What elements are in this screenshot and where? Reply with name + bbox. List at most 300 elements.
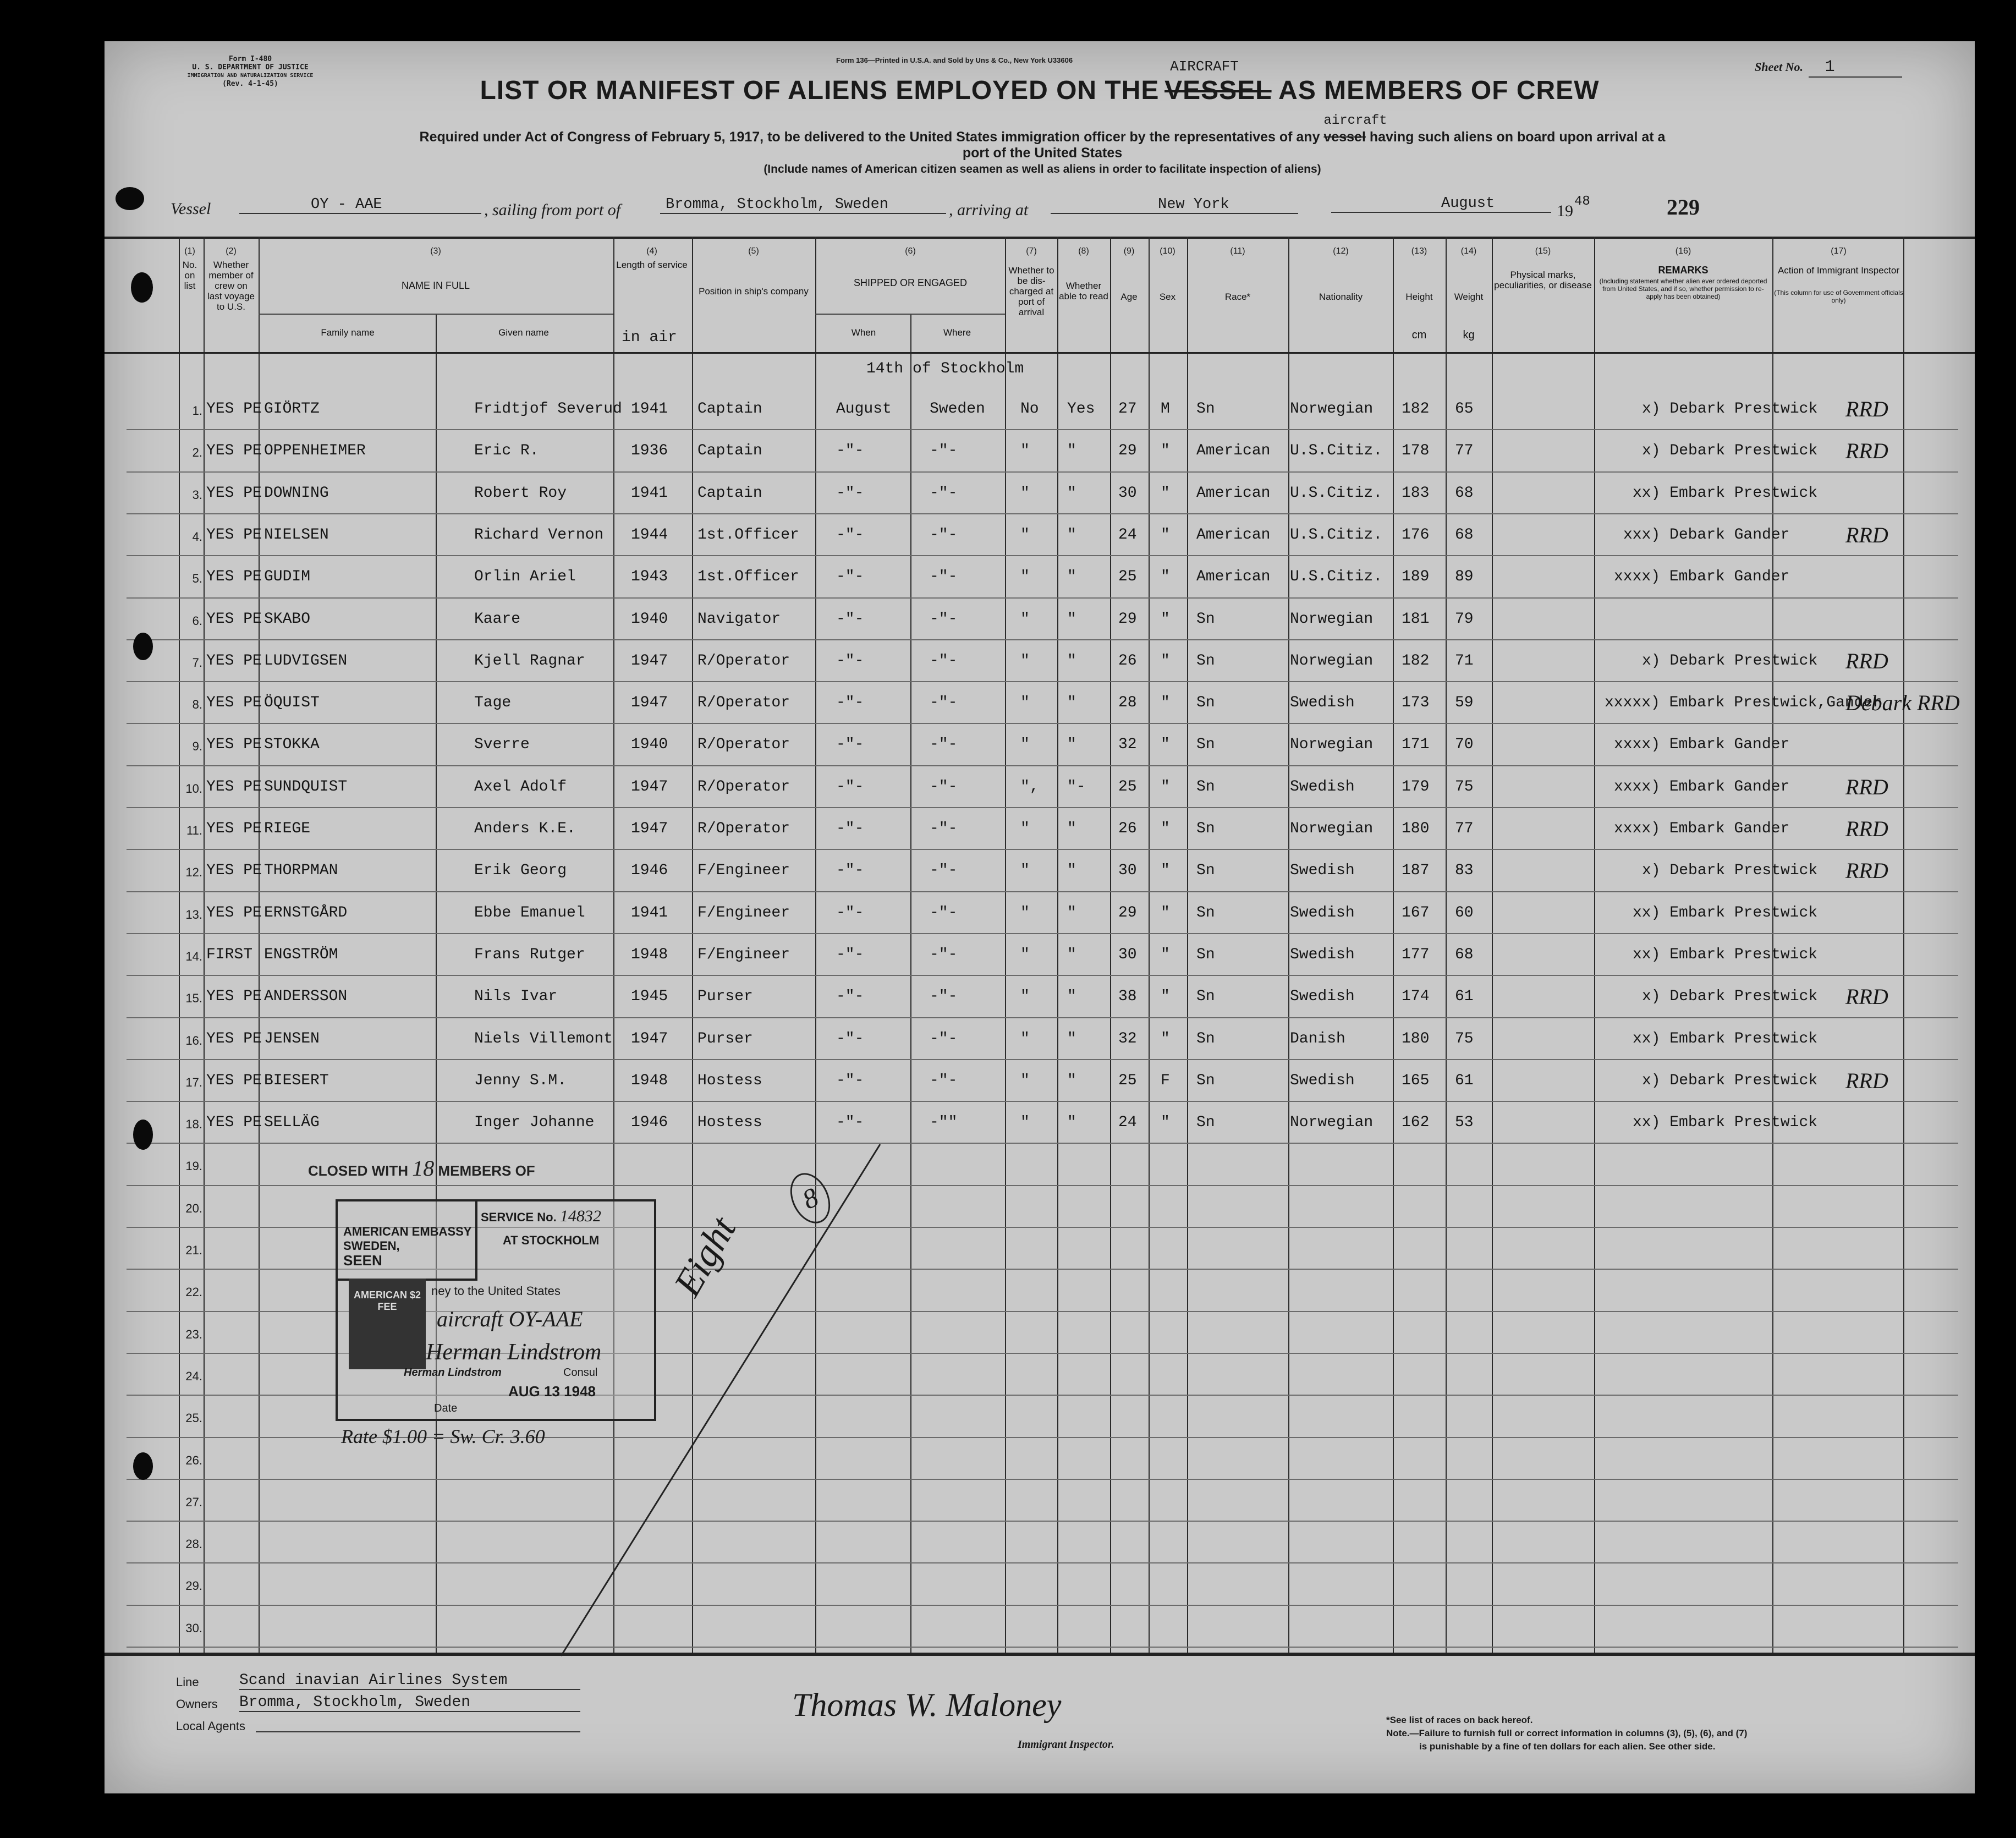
sailing-label: , sailing from port of — [484, 201, 621, 219]
position: Navigator — [697, 611, 781, 628]
shipped-when: -"- — [836, 611, 864, 628]
shipped-when: -"- — [836, 526, 864, 544]
count-circle: 8 — [783, 1167, 838, 1230]
prev-voyage: YES PE — [206, 820, 262, 837]
penalty-note-2: is punishable by a fine of ten dollars for each alien. See other side. — [1419, 1741, 1716, 1752]
able-to-read: "- — [1067, 778, 1086, 795]
owners-value: Bromma, Stockholm, Sweden — [239, 1694, 580, 1712]
shipped-where-note: Stockholm — [941, 360, 1024, 377]
able-to-read: " — [1067, 485, 1076, 502]
given-name: Eric R. — [474, 442, 539, 459]
nationality: U.S.Citiz. — [1290, 568, 1383, 585]
table-top-rule — [105, 237, 1975, 239]
title-insert: AIRCRAFT — [1170, 58, 1239, 75]
inspector-action: RRD — [1845, 816, 1888, 841]
month-value: August — [1331, 195, 1551, 213]
column-rule — [179, 237, 180, 1653]
shipped-when: -"- — [836, 1114, 864, 1131]
given-name: Fridtjof Severud — [474, 400, 622, 418]
position: Hostess — [697, 1114, 762, 1131]
age: 28 — [1118, 694, 1137, 711]
punch-hole — [131, 272, 153, 303]
weight: 79 — [1455, 611, 1474, 628]
sex: " — [1161, 988, 1170, 1005]
family-name: NIELSEN — [264, 526, 329, 544]
able-to-read: " — [1067, 820, 1076, 837]
weight: 53 — [1455, 1114, 1474, 1131]
shipped-where: -"- — [930, 778, 958, 795]
height: 178 — [1402, 442, 1430, 459]
shipped-when: -"- — [836, 1030, 864, 1047]
col-6-num: (6) — [905, 246, 916, 256]
discharged: " — [1020, 820, 1030, 837]
remarks: x) Debark Prestwick — [1642, 988, 1818, 1005]
nationality: Swedish — [1290, 988, 1355, 1005]
discharged: " — [1020, 485, 1030, 502]
col-3-label: NAME IN FULL — [401, 280, 470, 291]
remarks: x) Debark Prestwick — [1642, 400, 1818, 418]
prev-voyage: YES PE — [206, 611, 262, 628]
able-to-read: " — [1067, 652, 1076, 670]
title-pre: LIST OR MANIFEST OF ALIENS EMPLOYED ON THE — [480, 76, 1160, 105]
position: R/Operator — [697, 778, 790, 795]
row-rule — [127, 891, 1958, 892]
race: Sn — [1196, 862, 1215, 879]
closed-stamp — [308, 1155, 535, 1181]
row-rule — [127, 471, 1958, 473]
row-rule — [127, 1059, 1958, 1060]
row-rule — [127, 681, 1958, 682]
weight: 71 — [1455, 652, 1474, 670]
line-value: Scand inavian Airlines System — [239, 1672, 580, 1690]
col-10-num: (10) — [1160, 246, 1175, 256]
row-number: 20. — [185, 1201, 202, 1215]
family-name: SKABO — [264, 611, 311, 628]
col-16-label: REMARKS — [1658, 265, 1709, 276]
race: Sn — [1196, 1114, 1215, 1131]
family-name: ÖQUIST — [264, 694, 320, 711]
height: 162 — [1402, 1114, 1430, 1131]
family-name: STOKKA — [264, 736, 320, 753]
column-rule — [1288, 237, 1289, 1653]
discharged: " — [1020, 442, 1030, 459]
prev-voyage: FIRST — [206, 946, 253, 963]
revenue-stamp: AMERICAN $2 FEE — [349, 1279, 426, 1369]
inspector-action: Debark RRD — [1845, 690, 1960, 715]
length-of-service: 1947 — [631, 1030, 668, 1047]
nationality: Norwegian — [1290, 1114, 1374, 1131]
position: R/Operator — [697, 736, 790, 753]
weight: 68 — [1455, 946, 1474, 963]
given-name: Frans Rutger — [474, 946, 585, 963]
discharged: " — [1020, 1114, 1030, 1131]
nationality: Swedish — [1290, 862, 1355, 879]
family-name: SUNDQUIST — [264, 778, 348, 795]
remarks: xxxx) Embark Gander — [1614, 568, 1790, 585]
column-rule — [1594, 237, 1595, 1653]
col-3-num: (3) — [430, 246, 441, 256]
height: 165 — [1402, 1072, 1430, 1089]
inspector-action: RRD — [1845, 984, 1888, 1009]
position: Hostess — [697, 1072, 762, 1089]
shipped-where: -"" — [930, 1114, 958, 1131]
row-number: 8. — [192, 698, 202, 711]
row-rule — [127, 807, 1958, 808]
discharged: " — [1020, 988, 1030, 1005]
row-number: 30. — [185, 1621, 202, 1635]
column-rule — [1057, 237, 1058, 1653]
sex: " — [1161, 568, 1170, 585]
penalty-note-1: Note.—Failure to furnish full or correct information in columns (3), (5), (6), and (7) — [1386, 1728, 1748, 1738]
inspector-action: RRD — [1845, 523, 1888, 547]
length-of-service: 1947 — [631, 694, 668, 711]
row-number: 17. — [185, 1076, 202, 1089]
closed-pre: CLOSED WITH — [308, 1162, 408, 1179]
height: 174 — [1402, 988, 1430, 1005]
sheet-value: 1 — [1809, 58, 1902, 78]
weight: 65 — [1455, 400, 1474, 418]
able-to-read: " — [1067, 988, 1076, 1005]
row-number: 23. — [185, 1327, 202, 1341]
shipped-when: -"- — [836, 442, 864, 459]
discharged: " — [1020, 526, 1030, 544]
nationality: U.S.Citiz. — [1290, 485, 1383, 502]
col-17-num: (17) — [1831, 246, 1847, 256]
nationality: Danish — [1290, 1030, 1345, 1047]
col-5-num: (5) — [748, 246, 759, 256]
position: Purser — [697, 988, 753, 1005]
prev-voyage: YES PE — [206, 778, 262, 795]
given-name: Robert Roy — [474, 485, 567, 502]
stamped-number: 229 — [1667, 195, 1700, 220]
req-post: having such aliens on board upon arrival at a — [1369, 129, 1666, 145]
stamp-at-stockholm: AT STOCKHOLM — [503, 1233, 600, 1247]
shipped-where: -"- — [930, 946, 958, 963]
remarks: x) Debark Prestwick — [1642, 1072, 1818, 1089]
col-4-label: Length of service — [616, 260, 688, 270]
shipped-where: -"- — [930, 526, 958, 544]
given-name: Inger Johanne — [474, 1114, 595, 1131]
port-value: Bromma, Stockholm, Sweden — [660, 196, 946, 214]
height: 173 — [1402, 694, 1430, 711]
weight: 75 — [1455, 1030, 1474, 1047]
column-rule — [1149, 237, 1150, 1653]
row-number: 19. — [185, 1159, 202, 1173]
row-rule — [127, 933, 1958, 934]
row-rule — [127, 1605, 1958, 1606]
prev-voyage: YES PE — [206, 485, 262, 502]
punch-hole — [133, 1452, 153, 1480]
weight: 68 — [1455, 526, 1474, 544]
col-7-num: (7) — [1026, 246, 1037, 256]
row-rule — [127, 1185, 1958, 1186]
row-rule — [127, 849, 1958, 850]
col-3-given: Given name — [498, 327, 549, 338]
inspector-signature: Thomas W. Maloney — [792, 1687, 1062, 1723]
weight: 70 — [1455, 736, 1474, 753]
race: Sn — [1196, 820, 1215, 837]
position: Purser — [697, 1030, 753, 1047]
race: Sn — [1196, 611, 1215, 628]
form-number: Form I-480 — [228, 55, 272, 63]
given-name: Niels Villemont — [474, 1030, 613, 1047]
row-rule — [127, 1562, 1958, 1563]
family-name: GUDIM — [264, 568, 311, 585]
col-12-label: Nationality — [1319, 292, 1363, 302]
position: Captain — [697, 400, 762, 418]
closed-post: MEMBERS OF — [438, 1162, 535, 1179]
closed-count: 18 — [412, 1156, 435, 1181]
position: R/Operator — [697, 694, 790, 711]
discharged: " — [1020, 652, 1030, 670]
length-of-service: 1946 — [631, 862, 668, 879]
family-name: THORPMAN — [264, 862, 338, 879]
agents-line — [256, 1730, 580, 1732]
race: Sn — [1196, 988, 1215, 1005]
requirement-line-1 — [176, 113, 1909, 145]
title-struck: VESSEL — [1164, 76, 1272, 105]
consul-signature: Herman Lindstrom — [426, 1340, 602, 1365]
age: 29 — [1118, 904, 1137, 921]
embassy-country: SWEDEN, — [343, 1239, 400, 1253]
weight: 61 — [1455, 988, 1474, 1005]
length-of-service: 1948 — [631, 946, 668, 963]
owners-label: Owners — [176, 1697, 218, 1711]
height: 171 — [1402, 736, 1430, 753]
sex: " — [1161, 778, 1170, 795]
row-number: 2. — [192, 446, 202, 459]
length-of-service: 1944 — [631, 526, 668, 544]
row-number: 18. — [185, 1117, 202, 1131]
column-rule — [204, 237, 205, 1653]
length-of-service: 1947 — [631, 652, 668, 670]
discharged: " — [1020, 611, 1030, 628]
row-rule — [127, 1017, 1958, 1018]
col-13-num: (13) — [1411, 246, 1427, 256]
col-10-label: Sex — [1159, 292, 1176, 302]
row-number: 26. — [185, 1453, 202, 1467]
race: American — [1196, 526, 1271, 544]
length-of-service: 1947 — [631, 778, 668, 795]
col-4-extra: in air — [622, 329, 677, 346]
race-note: *See list of races on back hereof. — [1386, 1715, 1533, 1725]
title-post: AS MEMBERS OF CREW — [1278, 76, 1600, 105]
row-number: 15. — [185, 991, 202, 1005]
column-rule — [1005, 237, 1006, 1653]
col-13-label: Height — [1405, 292, 1433, 302]
row-rule — [127, 975, 1958, 976]
remarks: xx) Embark Prestwick — [1633, 1114, 1818, 1131]
discharged: " — [1020, 1072, 1030, 1089]
age: 26 — [1118, 820, 1137, 837]
remarks: x) Debark Prestwick — [1642, 862, 1818, 879]
row-number: 1. — [192, 404, 202, 418]
arriving-label: , arriving at — [949, 201, 1029, 219]
row-number: 21. — [185, 1243, 202, 1257]
length-of-service: 1940 — [631, 736, 668, 753]
height: 181 — [1402, 611, 1430, 628]
column-rule — [1187, 237, 1188, 1653]
shipped-when: -"- — [836, 820, 864, 837]
col-6-when: When — [851, 327, 876, 338]
shipped-when: -"- — [836, 568, 864, 585]
weight: 77 — [1455, 442, 1474, 459]
voyage-line — [171, 195, 1958, 223]
stamp-aircraft: aircraft OY-AAE — [437, 1307, 583, 1331]
footer-left — [176, 1672, 699, 1741]
age: 24 — [1118, 1114, 1137, 1131]
able-to-read: " — [1067, 442, 1076, 459]
row-rule — [127, 1647, 1958, 1648]
race: American — [1196, 485, 1271, 502]
shipped-when: -"- — [836, 988, 864, 1005]
family-name: ANDERSSON — [264, 988, 348, 1005]
col-11-num: (11) — [1230, 246, 1245, 256]
able-to-read: " — [1067, 694, 1076, 711]
given-name: Anders K.E. — [474, 820, 576, 837]
inspector-action: RRD — [1845, 438, 1888, 463]
height: 182 — [1402, 400, 1430, 418]
nationality: U.S.Citiz. — [1290, 526, 1383, 544]
discharged: " — [1020, 946, 1030, 963]
given-name: Jenny S.M. — [474, 1072, 567, 1089]
row-number: 3. — [192, 488, 202, 502]
given-name: Ebbe Emanuel — [474, 904, 585, 921]
position: F/Engineer — [697, 862, 790, 879]
row-rule — [127, 597, 1958, 599]
shipped-when: -"- — [836, 946, 864, 963]
col-14-unit: kg — [1463, 329, 1475, 341]
date-label: Date — [434, 1402, 458, 1414]
position: Captain — [697, 442, 762, 459]
col-9-num: (9) — [1123, 246, 1135, 256]
year-prefix: 19 — [1557, 202, 1573, 220]
race: Sn — [1196, 400, 1215, 418]
age: 30 — [1118, 946, 1137, 963]
position: F/Engineer — [697, 904, 790, 921]
inspector-action: RRD — [1845, 397, 1888, 421]
sex: " — [1161, 946, 1170, 963]
req-insert: aircraft — [1323, 113, 1387, 128]
race: American — [1196, 442, 1271, 459]
discharged: " — [1020, 862, 1030, 879]
length-of-service: 1943 — [631, 568, 668, 585]
family-name: RIEGE — [264, 820, 311, 837]
position: 1st.Officer — [697, 568, 799, 585]
col-13-unit: cm — [1411, 329, 1427, 341]
length-of-service: 1941 — [631, 904, 668, 921]
footer-agents-row — [176, 1719, 699, 1741]
col-17-note: (This column for use of Government officials only) — [1774, 289, 1903, 304]
column-rule — [1492, 237, 1493, 1653]
col-16-note: (Including statement whether alien ever ordered deported from United States, and if so, whether permission to re-apply has been obtained) — [1599, 277, 1767, 300]
shipped-where: -"- — [930, 694, 958, 711]
row-number: 12. — [185, 865, 202, 879]
shipped-where: -"- — [930, 904, 958, 921]
col-3-family: Family name — [321, 327, 375, 338]
crew-table — [105, 237, 1975, 1656]
family-name: ERNSTGÅRD — [264, 904, 348, 921]
able-to-read: " — [1067, 526, 1076, 544]
weight: 68 — [1455, 485, 1474, 502]
row-rule — [127, 429, 1958, 430]
remarks: x) Debark Prestwick — [1642, 652, 1818, 670]
given-name: Axel Adolf — [474, 778, 567, 795]
given-name: Tage — [474, 694, 512, 711]
col-7-label: Whether to be dis-charged at port of arrival — [1008, 265, 1054, 317]
length-of-service: 1948 — [631, 1072, 668, 1089]
punch-hole — [133, 633, 153, 660]
manifest-sheet — [105, 41, 1975, 1793]
remarks: xxx) Debark Gander — [1623, 526, 1790, 544]
length-of-service: 1945 — [631, 988, 668, 1005]
shipped-where: -"- — [930, 862, 958, 879]
sex: " — [1161, 1030, 1170, 1047]
column-rule — [910, 314, 911, 1653]
col-2-label: Whether member of crew on last voyage to U.S. — [207, 260, 255, 312]
col-1-label: No. on list — [182, 260, 197, 291]
shipped-when: -"- — [836, 862, 864, 879]
row-number: 22. — [185, 1285, 202, 1299]
embassy-seen: SEEN — [343, 1252, 382, 1269]
punch-hole — [133, 1120, 153, 1150]
able-to-read: " — [1067, 736, 1076, 753]
row-rule — [127, 639, 1958, 640]
given-name: Nils Ivar — [474, 988, 558, 1005]
height: 189 — [1402, 568, 1430, 585]
sex: " — [1161, 862, 1170, 879]
height: 183 — [1402, 485, 1430, 502]
sex: " — [1161, 736, 1170, 753]
shipped-where: -"- — [930, 736, 958, 753]
age: 26 — [1118, 652, 1137, 670]
column-rule — [1110, 237, 1111, 1653]
length-of-service: 1946 — [631, 1114, 668, 1131]
able-to-read: " — [1067, 904, 1076, 921]
height: 182 — [1402, 652, 1430, 670]
col-8-label: Whether able to read — [1059, 281, 1108, 301]
inspector-action: RRD — [1845, 1068, 1888, 1093]
service-name: IMMIGRATION AND NATURALIZATION SERVICE — [187, 73, 314, 79]
given-name: Sverre — [474, 736, 530, 753]
consul-label: Consul — [563, 1367, 598, 1379]
able-to-read: " — [1067, 1114, 1076, 1131]
nationality: Norwegian — [1290, 736, 1374, 753]
remarks: xxxx) Embark Gander — [1614, 820, 1790, 837]
prev-voyage: YES PE — [206, 904, 262, 921]
col-6-label: SHIPPED OR ENGAGED — [853, 277, 968, 288]
col-14-num: (14) — [1460, 246, 1477, 256]
prev-voyage: YES PE — [206, 1114, 262, 1131]
row-number: 13. — [185, 908, 202, 921]
family-name: GIÖRTZ — [264, 400, 320, 418]
nationality: Swedish — [1290, 778, 1355, 795]
col-5-label: Position in ship's company — [699, 286, 809, 297]
length-of-service: 1940 — [631, 611, 668, 628]
position: R/Operator — [697, 820, 790, 837]
subheader-rule — [259, 314, 613, 315]
prev-voyage: YES PE — [206, 694, 262, 711]
requirement-line-3: (Include names of American citizen seamen as well as aliens in order to facilitate inspection of aliens) — [763, 163, 1321, 175]
nationality: Norwegian — [1290, 400, 1374, 418]
col-17-label: Action of Immigrant Inspector — [1777, 265, 1900, 276]
race: Sn — [1196, 1030, 1215, 1047]
weight: 60 — [1455, 904, 1474, 921]
sex: " — [1161, 820, 1170, 837]
age: 25 — [1118, 568, 1137, 585]
age: 27 — [1118, 400, 1137, 418]
agents-label: Local Agents — [176, 1719, 245, 1733]
